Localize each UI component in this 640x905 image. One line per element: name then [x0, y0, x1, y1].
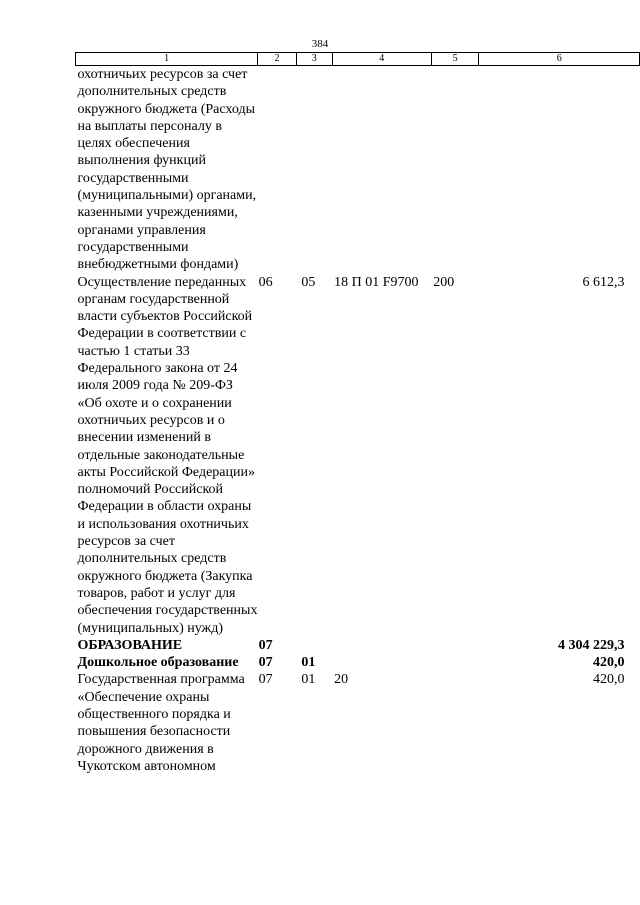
row-expense-type: [431, 637, 479, 654]
row-amount: 420,0: [593, 672, 625, 688]
header-cell-1: 1: [76, 53, 258, 66]
header-cell-3: 3: [296, 53, 332, 66]
row-name: Государственная программа «Обеспечение охраны общественного порядка и повышения безопасности дорожного движения в Чукотском автономном: [77, 672, 245, 774]
row-subsection-code: [296, 66, 332, 274]
page-number: 384: [311, 38, 329, 50]
header-cell-6: 6: [479, 53, 640, 66]
row-name: охотничьих ресурсов за счет дополнительных средств окружного бюджета (Расходы на выплаты персоналу в целях обеспечения выполнения функций государственными (муниципальными) органами, казенными учреждениями, органами управления государственными внебюджетными фондами): [77, 67, 257, 273]
header-cell-4: 4: [332, 53, 431, 66]
row-target-article: [332, 654, 431, 671]
row-amount: 4 304 229,3: [558, 637, 625, 653]
row-amount: [479, 66, 640, 274]
row-section-code: [258, 66, 297, 274]
row-subsection-code: [296, 637, 332, 654]
row-expense-type: [431, 671, 479, 775]
budget-table: [75, 52, 640, 775]
row-target-article: [332, 66, 431, 274]
row-name: Дошкольное образование: [77, 655, 239, 671]
row-section-code: 07: [258, 672, 273, 688]
row-target-article: 20: [334, 672, 349, 688]
row-name: ОБРАЗОВАНИЕ: [77, 637, 183, 653]
row-expense-type: 200: [433, 274, 455, 290]
row-expense-type: [431, 66, 479, 274]
table-row: [76, 671, 640, 775]
header-cell-2: 2: [258, 53, 297, 66]
row-subsection-code: 05: [301, 274, 316, 290]
table-row: [76, 637, 640, 654]
row-target-article: [332, 637, 431, 654]
table-row: [76, 274, 640, 637]
row-expense-type: [431, 654, 479, 671]
row-subsection-code: 01: [301, 655, 316, 671]
table-row: [76, 66, 640, 274]
row-section-code: 07: [258, 655, 273, 671]
row-target-article: 18 П 01 F9700: [334, 274, 419, 290]
row-name: Осуществление переданных органам государственной власти субъектов Российской Федерации в соответствии с частью 1 статьи 33 Федерального закона от 24 июля 2009 года № 209-ФЗ «Об охоте и о сохранении охотничьих ресурсов и о внесении изменений в отдельные законодательные акты Российской Федерации» полномочий Российской Федерации в области охраны и использования охотничьих ресурсов за счет дополнительных средств окружного бюджета (Закупка товаров, работ и услуг для обеспечения государственных (муниципальных) нужд): [77, 274, 258, 636]
row-section-code: 06: [258, 274, 273, 290]
row-section-code: 07: [258, 637, 273, 653]
row-subsection-code: 01: [301, 672, 316, 688]
column-number-header: [76, 53, 640, 66]
row-amount: 420,0: [593, 655, 625, 671]
row-amount: 6 612,3: [582, 274, 625, 290]
header-cell-5: 5: [431, 53, 479, 66]
table-row: [76, 654, 640, 671]
